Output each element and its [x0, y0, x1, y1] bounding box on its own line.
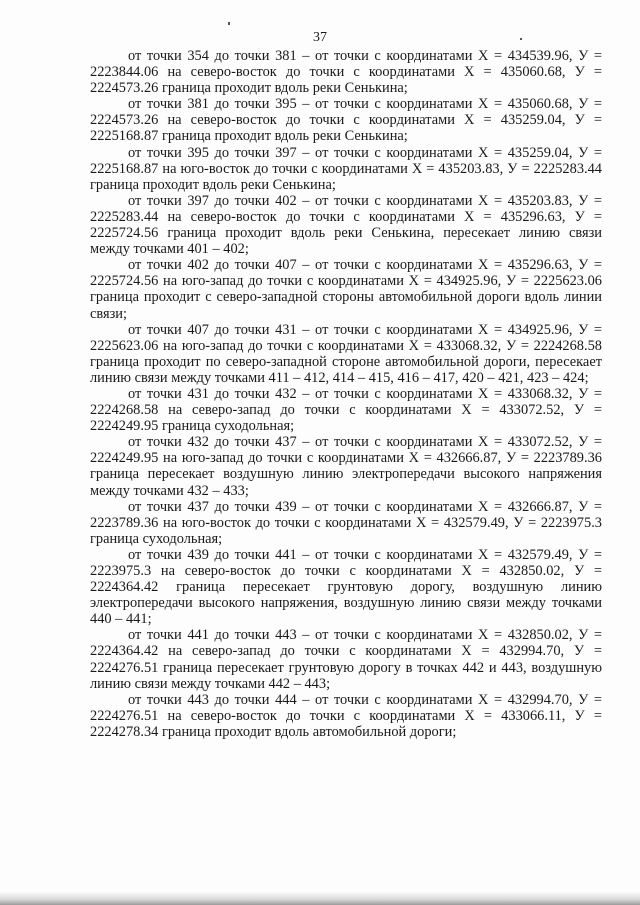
boundary-paragraph: от точки 407 до точки 431 – от точки с координатами Х = 434925.96, У = 2225623.06 на юго-запад до точки с координатами Х = 433068.32, У = 2224268.58 граница проходит по северо-западной стороне автомобильной дороги, пересекает линию связи между точками 411 – 412, 414 – 415, 416 – 417, 420 – 421, 423 – 424;: [90, 321, 602, 386]
document-body: [90, 48, 602, 740]
boundary-paragraph: от точки 397 до точки 402 – от точки с координатами Х = 435203.83, У = 2225283.44 на северо-восток до точки с координатами Х = 435296.63, У = 2225724.56 граница проходит вдоль реки Сенькина, пересекает линию связи между точками 401 – 402;: [90, 192, 602, 258]
boundary-paragraph: от точки 437 до точки 439 – от точки с координатами Х = 432666.87, У = 2223789.36 на юго-восток до точки с координатами Х = 432579.49, У = 2223975.3 граница суходольная;: [90, 498, 602, 547]
boundary-paragraph: от точки 402 до точки 407 – от точки с координатами Х = 435296.63, У = 2225724.56 на юго-запад до точки с координатами Х = 434925.96, У = 2225623.06 граница проходит с северо-западной стороны автомобильной дороги вдоль линии связи;: [90, 257, 602, 322]
boundary-paragraph: от точки 432 до точки 437 – от точки с координатами Х = 433072.52, У = 2224249.95 на юго-запад до точки с координатами Х = 432666.87, У = 2223789.36 граница пересекает воздушную линию электропередачи высокого напряжения между точками 432 – 433;: [90, 434, 602, 499]
page-number: 37: [313, 30, 327, 45]
boundary-paragraph: от точки 395 до точки 397 – от точки с координатами Х = 435259.04, У = 2225168.87 на юго-восток до точки с координатами Х = 435203.83, У = 2225283.44 граница проходит вдоль реки Сенькина;: [90, 144, 602, 193]
boundary-paragraph: от точки 431 до точки 432 – от точки с координатами Х = 433068.32, У = 2224268.58 на северо-запад до точки с координатами Х = 433072.52, У = 2224249.95 граница суходольная;: [90, 385, 602, 435]
boundary-paragraph: от точки 354 до точки 381 – от точки с координатами Х = 434539.96, У = 2223844.06 на северо-восток до точки с координатами Х = 435060.68, У = 2224573.26 граница проходит вдоль реки Сенькина;: [90, 48, 602, 97]
boundary-paragraph: от точки 381 до точки 395 – от точки с координатами Х = 435060.68, У = 2224573.26 на северо-восток до точки с координатами Х = 435259.04, У = 2225168.87 граница проходит вдоль реки Сенькина;: [90, 96, 602, 145]
boundary-paragraph: от точки 443 до точки 444 – от точки с координатами Х = 432994.70, У = 2224276.51 на северо-восток до точки с координатами Х = 433066.11, У = 2224278.34 граница проходит вдоль автомобильной дороги;: [90, 691, 602, 740]
boundary-paragraph: от точки 441 до точки 443 – от точки с координатами Х = 432850.02, У = 2224364.42 на северо-запад до точки с координатами Х = 432994.70, У = 2224276.51 граница пересекает грунтовую дорогу в точках 442 и 443, воздушную линию связи между точками 442 – 443;: [90, 627, 602, 692]
scan-speck: [228, 22, 230, 25]
boundary-paragraph: от точки 439 до точки 441 – от точки с координатами Х = 432579.49, У = 2223975.3 на северо-восток до точки с координатами Х = 432850.02, У = 2224364.42 граница пересекает грунтовую дорогу, воздушную линию электропередачи высокого напряжения, воздушную линию связи между точками 440 – 441;: [90, 546, 602, 628]
scan-speck: [520, 38, 522, 40]
scan-bottom-edge: [0, 891, 640, 905]
